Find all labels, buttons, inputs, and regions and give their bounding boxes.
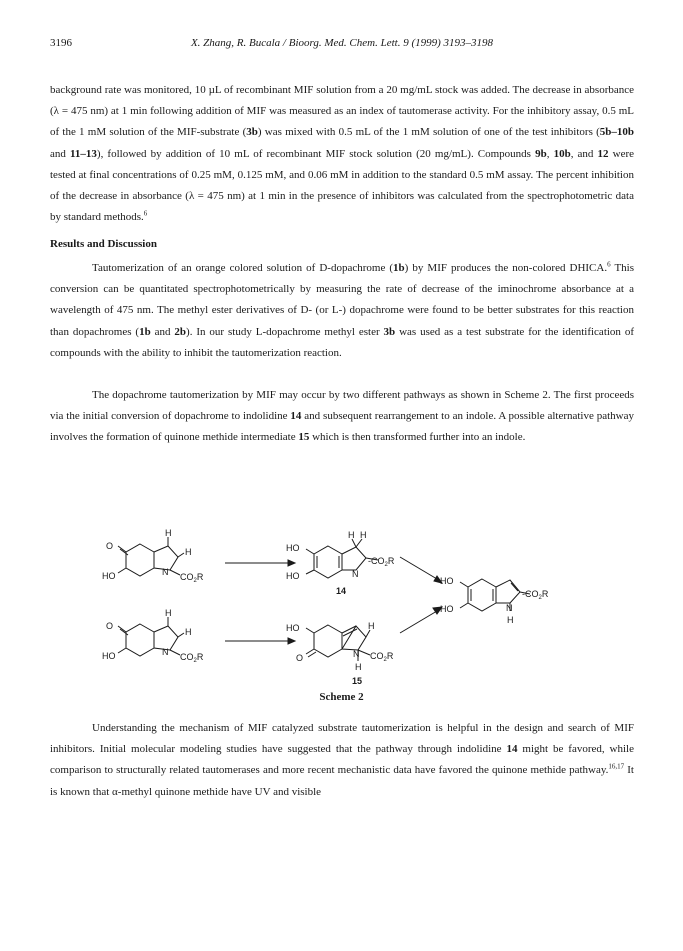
svg-text:H: H	[368, 621, 375, 631]
paragraph-methods: background rate was monitored, 10 µL of recombinant MIF solution from a 20 mg/mL stock was added. The decrease in absorbance (λ = 475 nm) at 1 min following addition of MIF was measured as an index of tautomerase activity. For the inhibitory assay, 0.5 mL of the 1 mM solution of the MIF-substrate (3b) was mixed with 0.5 mL of the 1 mM solution of one of the test inhibitors (5b–10b and 11–13), followed by addition of 10 mL of recombinant MIF stock solution (20 mg/mL). Compounds 9b, 10b, and 12 were tested at final concentrations of 0.25 mM, 0.125 mM, and 0.06 mM in addition to the standard 0.5 mM assay. The percent inhibition of the decrease in absorbance (λ = 475 nm) at 1 min in the presence of inhibitors was calculated from the spectrophotometric data by standard methods.$^6$	[50, 84, 635, 224]
svg-text:CO2R: $CO_2R$	[370, 651, 394, 663]
svg-text:H: H	[185, 627, 192, 637]
compound-14-label: 14	[336, 586, 347, 596]
svg-text:CO2R: $CO_2R$	[180, 652, 204, 664]
svg-text:-CO2R: $-CO_2R$	[368, 556, 395, 568]
svg-text:CO2R: $CO_2R$	[180, 572, 204, 584]
paragraph-mechanism: Understanding the mechanism of MIF catalyzed substrate tautomerization is helpful in the design and search of MIF inhibitors. Initial molecular modeling studies have suggested that the pathway through indolidine 14 might be favored, while comparison to structurally related tautomerases and more recent mechanistic data have favored the quinone methide pathway.$^{16,17}$ It is known that α-methyl quinone methide have UV and visible	[50, 722, 634, 798]
svg-text:HO: HO	[440, 576, 454, 586]
svg-text:N: N	[162, 567, 169, 577]
svg-text:O: O	[296, 653, 304, 663]
svg-text:H: H	[185, 547, 192, 557]
svg-text:N: N	[162, 647, 169, 657]
svg-text:H: H	[165, 608, 172, 618]
running-head: X. Zhang, R. Bucala / Bioorg. Med. Chem. Lett. 9 (1999) 3193–3198	[190, 37, 494, 49]
scheme-2-reaction-diagram	[100, 527, 580, 697]
benzene-ring	[126, 544, 154, 576]
svg-text:HO: HO	[286, 623, 300, 633]
svg-text:HO: HO	[102, 571, 116, 581]
svg-text:O: O	[106, 621, 114, 631]
svg-text:H: H	[360, 530, 367, 540]
svg-text:H: H	[165, 528, 172, 538]
svg-text:-CO2R: $-CO_2R$	[522, 589, 549, 601]
svg-text:N: N	[353, 649, 360, 659]
svg-text:HO: HO	[286, 543, 300, 553]
svg-text:HO: HO	[440, 604, 454, 614]
svg-text:HO: HO	[286, 571, 300, 581]
svg-text:H: H	[507, 615, 514, 625]
svg-text:H: H	[355, 662, 362, 672]
svg-text:N: N	[352, 569, 359, 579]
paragraph-pathways: The dopachrome tautomerization by MIF may occur by two different pathways as shown in Scheme 2. The first proceeds via the initial conversion of dopachrome to indolidine 14 and subsequent rearrangement to an indole. A possible alternative pathway involves the formation of quinone methide intermediate 15 which is then transformed further into an indole.	[50, 389, 634, 444]
svg-text:HO: HO	[102, 651, 116, 661]
page-number: 3196	[50, 37, 72, 49]
svg-text:O: O	[106, 541, 114, 551]
svg-text:N: N	[506, 603, 513, 613]
compound-15-label: 15	[352, 676, 363, 686]
svg-text:H: H	[348, 530, 355, 540]
paragraph-results: Tautomerization of an orange colored solution of D-dopachrome (1b) by MIF produces the non-colored DHICA.$^6$ This conversion can be quantitated spectrophotometrically by measuring the rate of decrease of the iminochrome absorbance at a wavelength of 475 nm. The methyl ester derivatives of D- (or L-) dopachrome were found to be better substrates for this reaction than dopachromes (1b and 2b). In our study L-dopachrome methyl ester 3b was used as a test substrate for the identification of compounds with the ability to inhibit the tautomerization reaction.	[50, 260, 635, 359]
scheme-caption: Scheme 2	[319, 691, 364, 703]
section-heading: Results and Discussion	[50, 238, 157, 250]
